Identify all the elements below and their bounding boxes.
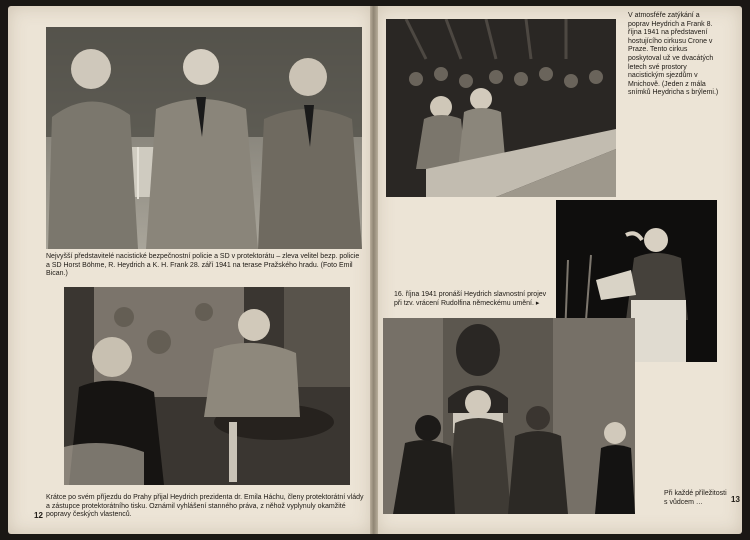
arrow-right-icon: ▸ [535,299,540,307]
caption-rudolfinum-speech [394,291,554,308]
photo-officers-terrace [46,27,362,249]
caption-with-fuhrer: Při každé příležitosti s vůdcem … [664,490,729,506]
photo-hacha-reception [64,287,350,485]
caption-officers-terrace: Nejvyšší představitelé nacistické bezpečnostní policie a SD v protektorátu – zleva velitel bezp. policie a SD Horst Böhme, R. Heydrich a K. H. Frank 28. září 1941 na terase Pražského hradu. (Foto Emil Bican.) [46,253,362,278]
book-gutter [370,6,378,534]
caption-circus-crone: V atmosféře zatýkání a poprav Heydrich a Frank 8. října 1941 na představení hostujícího cirkusu Crone v Praze. Tento cirkus poskytoval už ve dvacátých letech své prostory nacistickým sjezdům v Mnichově. (Jeden z mála snímků Heydricha s brýlemi.) [628,12,719,97]
photo-reception-bust [383,318,635,514]
page-number-left: 12 [34,511,43,520]
page-number-right: 13 [731,495,740,504]
photo-circus-crone [386,19,616,197]
caption-hacha-reception: Krátce po svém příjezdu do Prahy přijal Heydrich prezidenta dr. Emila Háchu, členy protektorátní vlády a zástupce protektorátního tisku. Oznámil vyhlášení stanného práva, z něhož vyplynuly okamžité popravy českých vlastenců. [46,494,366,519]
caption-rudolfinum-text: 16. října 1941 pronáší Heydrich slavnostní projev při tzv. vrácení Rudolfina německému umění. [394,291,549,307]
